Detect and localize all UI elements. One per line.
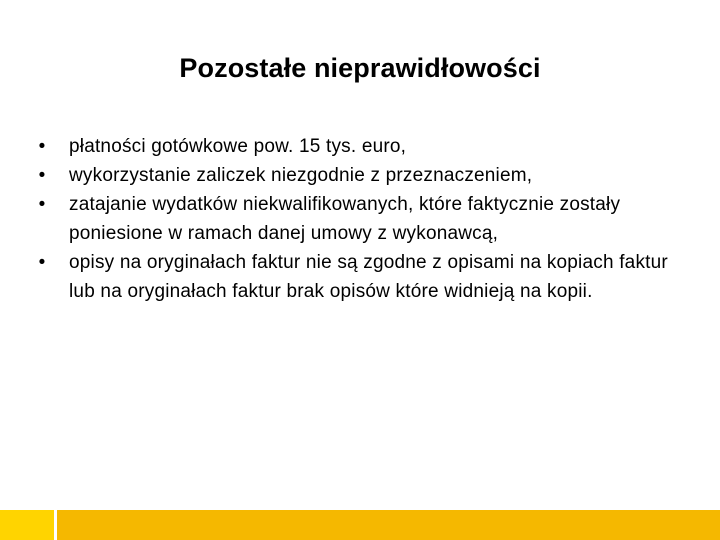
bullet-item	[36, 248, 696, 306]
bullet-dot-icon: •	[38, 252, 46, 273]
bullet-dot-icon: •	[38, 194, 46, 215]
bullet-dot-icon: •	[38, 136, 46, 157]
footer-main-block	[57, 510, 720, 540]
slide-title: Pozostałe nieprawidłowości	[179, 53, 541, 83]
bullet-list	[36, 132, 696, 306]
footer-accent-block	[0, 510, 54, 540]
bullet-text: wykorzystanie zaliczek niezgodnie z przeznaczeniem,	[69, 165, 533, 186]
bullet-text: opisy na oryginałach faktur nie są zgodne z opisami na kopiach faktur lub na oryginałach faktur brak opisów które widnieją na kopii.	[69, 252, 668, 302]
bullet-text: płatności gotówkowe pow. 15 tys. euro,	[69, 136, 407, 157]
bullet-item	[36, 161, 696, 190]
bullet-item	[36, 190, 696, 248]
bullet-text: zatajanie wydatków niekwalifikowanych, które faktycznie zostały poniesione w ramach danej umowy z wykonawcą,	[69, 194, 621, 244]
bullet-item	[36, 132, 696, 161]
footer-bar	[0, 510, 720, 540]
bullet-dot-icon: •	[38, 165, 46, 186]
